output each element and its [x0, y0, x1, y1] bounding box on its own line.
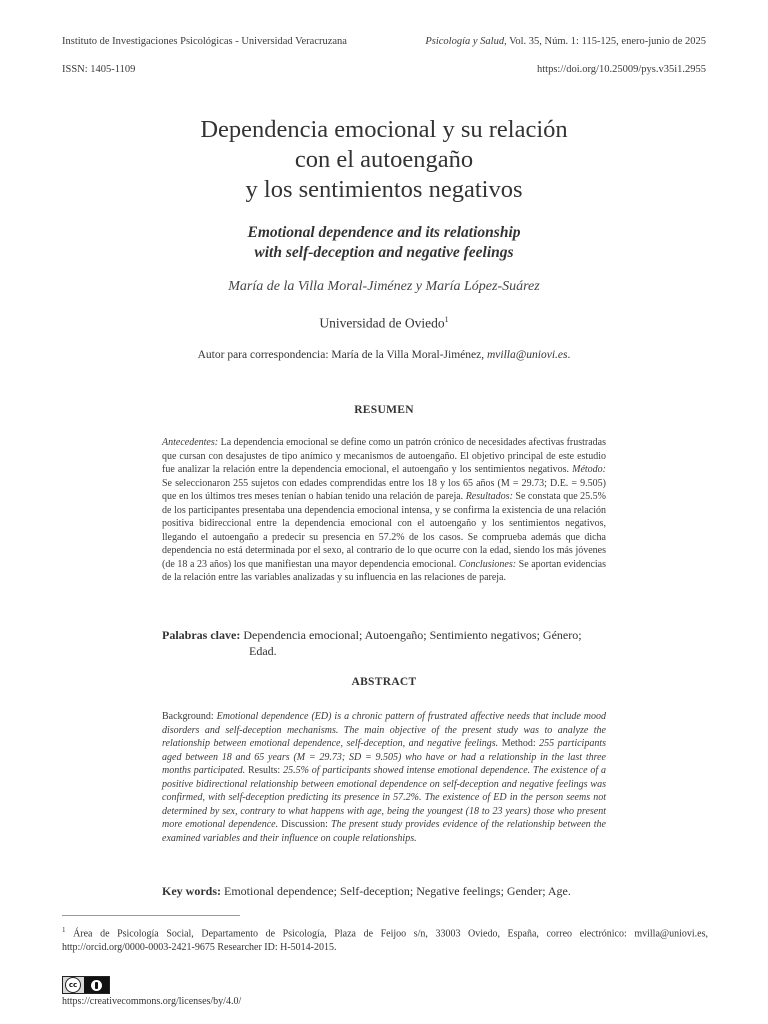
resumen-con-label: Conclusiones: [458, 558, 517, 570]
issn: ISSN: 1405-1109 [62, 64, 136, 75]
resumen-text [162, 436, 606, 585]
authors: María de la Villa Moral-Jiménez y María López-Suárez [228, 279, 540, 294]
keywords-es-line1: Dependencia emocional; Autoengaño; Sentimiento negativos; Género; [240, 628, 582, 642]
resumen-res-text: Se constata que 25.5% de los participantes presentaba una dependencia emocional intensa, y se confirma la existencia de una relación positiva bidireccional entre la dependencia emocional con el autoengaño y los sentimientos negativos, llegando el autoengaño a predecir su presencia en 57.2% de los casos. Se comprueba además que dicha dependencia no está determinada por el sexo, al contrario de lo que ocurre con la edad, siendo los más jóvenes (de 18 a 23 años) los que manifiestan una mayor dependencia emocional. [162, 491, 606, 570]
resumen-met-de: D.E. [549, 477, 569, 489]
keywords-english [162, 884, 606, 900]
title-es-line1: Dependencia emocional y su relación [200, 116, 568, 143]
keywords-en-text: Emotional dependence; Self-deception; Negative feelings; Gender; Age. [221, 884, 571, 898]
resumen-res-label: Resultados: [465, 491, 513, 502]
issue-info: , Vol. 35, Núm. 1: 115-125, enero-junio de 2025 [504, 36, 706, 47]
doi-link[interactable]: https://doi.org/10.25009/pys.v35i1.2955 [537, 64, 706, 75]
license-link[interactable]: https://creativecommons.org/licenses/by/4.0/ [62, 996, 242, 1007]
abstract-dis-label: Discussion: [281, 819, 328, 830]
header-citation [425, 36, 706, 47]
abstract-res-text-1: 25.5% of participants showed intense emotional dependence. The existence of a positive bidirectional relationship between emotional dependence on self-deception and negative feelings was confirmed, with self-deception predicting its presence in 57.2%. The existence of [162, 765, 606, 803]
resumen-met-text-2: = 29.73; [509, 477, 550, 489]
abstract-met-text-3: = 9.505) who have or had a relationship in the last three months participated. [162, 751, 606, 776]
title-english [0, 223, 768, 263]
abstract-met-m: M [296, 751, 306, 763]
footnote-mark: 1 [62, 926, 66, 934]
resumen-heading: RESUMEN [354, 404, 414, 416]
affiliation-mark: 1 [444, 315, 449, 324]
journal-name: Psicología y Salud [425, 36, 505, 47]
abstract-bg-label: Background: [162, 711, 214, 722]
footnote-divider [62, 915, 240, 916]
cc-by-license-icon[interactable] [62, 976, 110, 994]
abstract-met-text-1: 255 participants aged between 18 and 65 years ( [162, 738, 607, 763]
resumen-met-label: Método: [572, 464, 606, 475]
resumen-met-text-1: Se seleccionaron 255 sujetos con edades comprendidas entre los 18 y los 65 años ( [162, 477, 501, 489]
header-institution: Instituto de Investigaciones Psicológicas - Universidad Veracruzana [62, 36, 347, 47]
resumen-met-text-3: = 9.505) que en los últimos tres meses tenían o habían tenido una relación de pareja. [162, 477, 606, 502]
keywords-en-label: Key words: [162, 884, 221, 898]
footnote-text-1: Área de Psicología Social, Departamento de Psicología, Plaza de Feijoo s/n, 33003 Oviedo, España, correo electrónico: mvilla@uniovi.es, http://orcid.org/0000-0003-2421-9675 Researcher [62, 928, 708, 954]
keywords-es-label: Palabras clave: [162, 628, 241, 642]
correspondence-email[interactable]: mvilla@uniovi.es [486, 349, 568, 361]
title-en-line1: Emotional dependence and its relationship [247, 224, 521, 241]
abstract-heading: ABSTRACT [351, 676, 417, 688]
abstract-dis-text: The present study provides evidence of the relationship between the examined variables and their influence on couple relationships. [162, 819, 606, 844]
resumen-ant-text: La dependencia emocional se define como un patrón crónico de necesidades afectivas frustradas que cursan con desajustes de tipo anímico y mecanismos de autoengaño. El objetivo principal de este estudio fue analizar la relación entre la dependencia emocional, el autoengaño y los sentimientos negativos. [162, 437, 606, 475]
person-icon [91, 980, 102, 991]
abstract-res-label: Results: [247, 765, 281, 776]
abstract-bg-text-2: ) is a chronic pattern of frustrated affective needs that include mood disorders and self-deception mechanisms. The main objective of the present study was to analyze the relationship between emotional dependence, self-deception, and negative feelings. [162, 711, 607, 749]
resumen-ant-label: Antecedentes: [162, 437, 219, 448]
footnote-text-2: : H-5014-2015. [274, 942, 337, 954]
abstract-res-text-2: in the person seems not determined by sex, contrary to what happens with age, being the youngest (18 to 23 years) those who present more emotional dependence. [162, 792, 606, 830]
footnote [62, 923, 708, 955]
correspondence [0, 349, 768, 361]
by-attribution-icon [84, 977, 109, 993]
abstract-bg-text-1: Emotional dependence ( [213, 711, 315, 722]
title-es-line3: y los sentimientos negativos [245, 176, 523, 203]
affiliation [0, 315, 768, 332]
resumen-con-text: Se aportan evidencias de la relación entre las variables analizadas y su influencia en las relaciones de pareja. [162, 558, 607, 583]
abstract-met-text-2: = 29.73; [305, 751, 349, 763]
abstract-met-label: Method: [501, 738, 536, 749]
abstract-met-sd: SD [349, 751, 362, 763]
abstract-text [162, 710, 606, 845]
correspondence-suffix: . [567, 349, 571, 361]
affiliation-name: Universidad de Oviedo [319, 315, 445, 331]
keywords-es-line2: Edad. [249, 643, 277, 658]
title-en-line2: with self-deception and negative feelings [254, 244, 514, 261]
title-es-line2: con el autoengaño [294, 146, 474, 173]
correspondence-prefix: Autor para correspondencia: María de la Villa Moral-Jiménez, [197, 349, 485, 361]
abstract-res-ed: ED [493, 792, 507, 803]
footnote-id-label: ID [264, 942, 275, 954]
keywords-spanish [162, 628, 606, 659]
title-spanish [0, 115, 768, 205]
resumen-met-m: M [500, 477, 510, 489]
abstract-bg-ed: ED [314, 711, 329, 722]
cc-logo-icon: cc [65, 977, 81, 993]
